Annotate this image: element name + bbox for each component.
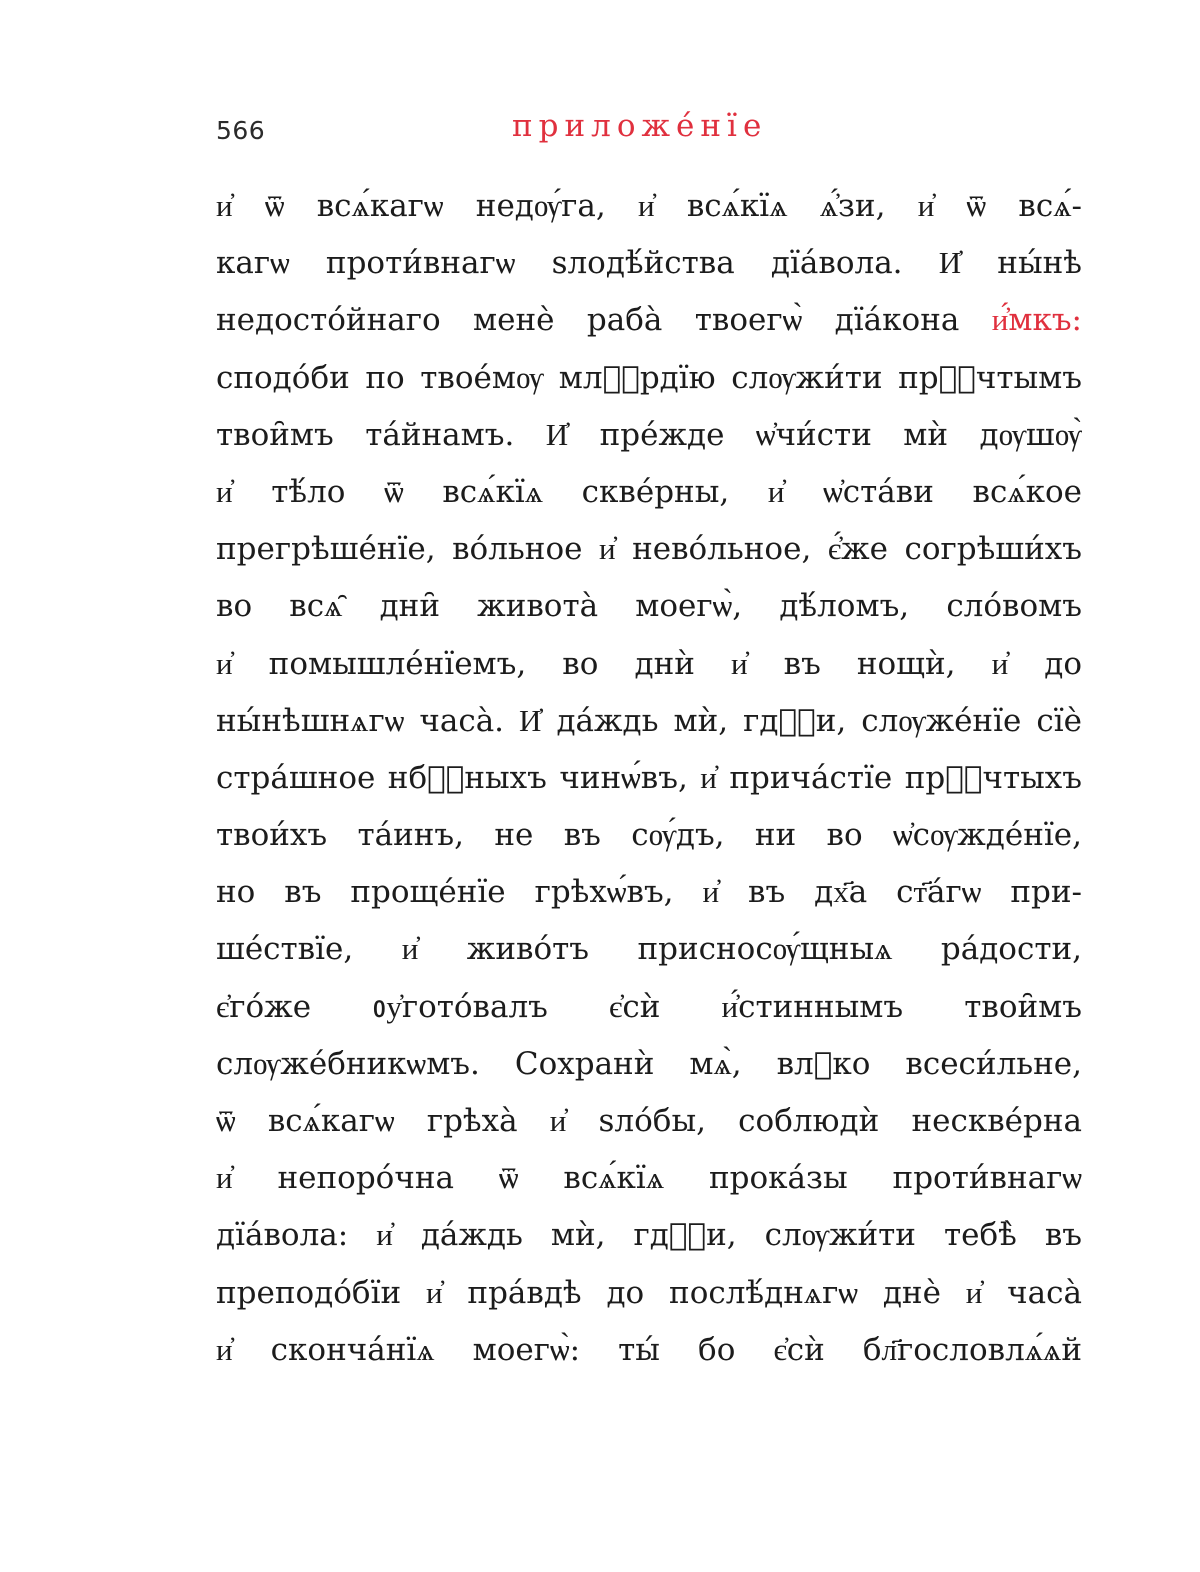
rubric-name: и҆́мкъ:	[991, 302, 1082, 339]
text-line: твои́хъ та́инъ, не въ сѹ́дъ, ни во ѡ҆сѹжде́нїе,	[216, 817, 1082, 854]
text-line: слѹже́бникѡмъ. Сохранѝ мѧ̀, влⷣко всеси́льне,	[216, 1045, 1082, 1082]
prayer-text	[216, 178, 1082, 1379]
text-line: твои̑мъ та́йнамъ. И҆ пре́жде ѡ҆чи́сти мѝ дѹшѹ̀	[216, 416, 1082, 453]
text-line: и҆ помышле́нїемъ, во днѝ и҆ въ нощѝ, и҆ до	[216, 645, 1082, 682]
text-line: и҆ ѿ всѧ́кагѡ недѹ́га, и҆ всѧ́кїѧ ѧ҆́зи, и҆ ѿ всѧ́-	[216, 188, 1082, 224]
text-line: прегрѣше́нїе, во́льное и҆ нево́льное, є҆́же согрѣши́хъ	[216, 531, 1082, 568]
text-line: но въ проще́нїе грѣхѡ́въ, и҆ въ дх҃а ст҃а́гѡ при-	[216, 874, 1082, 911]
text-line: ны́нѣшнѧгѡ часа̀. И҆ да́ждь мѝ, гдⷭ҇и, слѹже́нїе сїѐ	[216, 702, 1082, 739]
text-line: и҆ непоро́чна ѿ всѧ́кїѧ прока́зы проти́внагѡ	[216, 1160, 1082, 1197]
text-line: преподо́бїи и҆ пра́вдѣ до послѣ́днѧгѡ днѐ и҆ часа̀	[216, 1274, 1082, 1311]
text-line: стра́шное нбⷭ҇ныхъ чинѡ́въ, и҆ прича́стїе прⷭ҇чтыхъ	[216, 759, 1082, 796]
text-line: дїа́вола: и҆ да́ждь мѝ, гдⷭ҇и, слѹжи́ти тебѣ̀ въ	[216, 1217, 1082, 1254]
text-line: ѿ всѧ́кагѡ грѣха̀ и҆ ѕло́бы, соблюдѝ нескве́рна	[216, 1103, 1082, 1139]
text-line: є҆го́же ᲂу҆гото́валъ є҆сѝ и҆́стиннымъ твои̑мъ	[216, 988, 1082, 1025]
running-title: приложе́нїе	[512, 108, 768, 144]
text-line: и҆ тѣ́ло ѿ всѧ́кїѧ скве́рны, и҆ ѡ҆ста́ви всѧ́кое	[216, 473, 1082, 510]
page-number: 566	[216, 116, 266, 145]
text-line: во всѧ̑ дни̑ живота̀ моегѡ̀, дѣ́ломъ, сло́вомъ	[216, 588, 1082, 625]
text-line: недостóйнаго менѐ раба̀ твоегѡ̀ дїа́кона и҆́мкъ:	[216, 302, 1082, 339]
text-line: кагѡ проти́внагѡ ѕлодѣ́йства дїа́вола. И҆ ны́нѣ	[216, 245, 1082, 282]
text-line: ше́ствїе, и҆ живо́тъ присносѹ́щныѧ ра́дости,	[216, 931, 1082, 968]
text-line: сподо́би по твое́мѹ млⷭ҇рдїю слѹжи́ти прⷭ҇чтымъ	[216, 359, 1082, 396]
text-line: и҆ сконча́нїѧ моегѡ̀: ты́ бо є҆сѝ бл҃гословлѧ́ѧй	[216, 1331, 1082, 1368]
